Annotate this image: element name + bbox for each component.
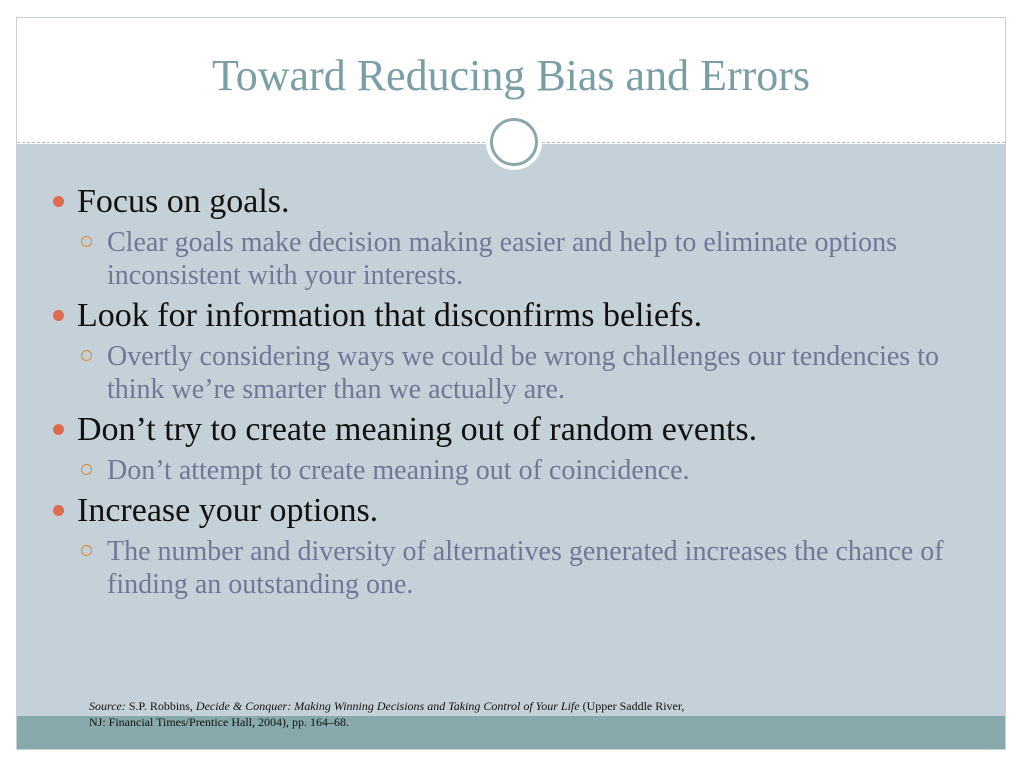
source-book-title: Decide & Conquer: Making Winning Decisions and Taking Control of Your Life [195, 699, 580, 713]
slide [16, 17, 1006, 750]
bullet-text: Increase your options. [77, 492, 379, 529]
sub-bullet-item [51, 340, 981, 406]
ring-bullet-icon [81, 350, 92, 361]
bullet-text: Don’t try to create meaning out of random events. [77, 411, 758, 448]
bullet-item [51, 182, 981, 222]
bullet-list [51, 178, 981, 605]
bullet-dot-icon [53, 196, 64, 207]
sub-bullet-text: Don’t attempt to create meaning out of coincidence. [107, 455, 690, 486]
circle-ornament-icon [486, 114, 542, 170]
source-author: S.P. Robbins, [125, 699, 196, 713]
bullet-item [51, 491, 981, 531]
circle-ornament-ring [490, 118, 538, 166]
bullet-item [51, 296, 981, 336]
sub-bullet-text: Overtly considering ways we could be wrong challenges our tendencies to think we’re smarter than we actually are. [107, 341, 939, 405]
bullet-item [51, 410, 981, 450]
bullet-text: Look for information that disconfirms beliefs. [77, 297, 703, 334]
sub-bullet-text: The number and diversity of alternatives generated increases the chance of finding an outstanding one. [107, 536, 944, 600]
bullet-dot-icon [53, 310, 64, 321]
sub-bullet-item [51, 226, 981, 292]
source-publication: (Upper Saddle River, NJ: Financial Times/Prentice Hall, 2004), pp. 164–68. [89, 699, 685, 729]
ring-bullet-icon [81, 545, 92, 556]
bullet-text: Focus on goals. [77, 183, 290, 220]
bullet-dot-icon [53, 424, 64, 435]
sub-bullet-item [51, 454, 981, 487]
source-citation [89, 698, 689, 730]
sub-bullet-item [51, 535, 981, 601]
slide-title: Toward Reducing Bias and Errors [211, 51, 811, 100]
ring-bullet-icon [81, 236, 92, 247]
ring-bullet-icon [81, 464, 92, 475]
source-label: Source: [89, 699, 126, 713]
sub-bullet-text: Clear goals make decision making easier and help to eliminate options inconsistent with your interests. [107, 227, 898, 291]
bullet-dot-icon [53, 505, 64, 516]
